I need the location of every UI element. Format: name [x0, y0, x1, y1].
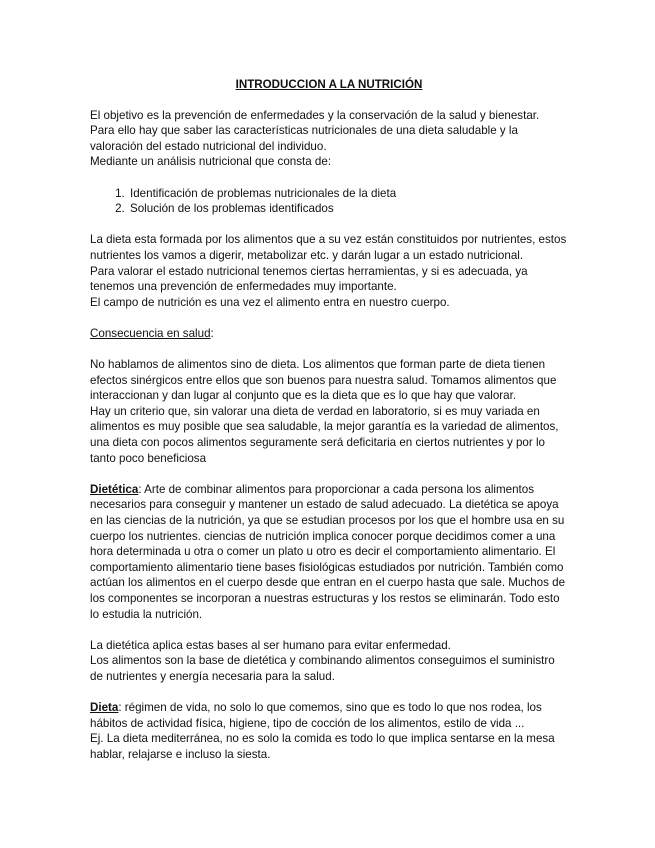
diet-term: Dieta — [90, 701, 119, 715]
list-item: 2. Solución de los problemas identificados — [128, 201, 568, 217]
consequence-heading: Consecuencia en salud — [90, 326, 211, 340]
diet-example: Ej. La dieta mediterránea, no es solo la comida es todo lo que implica sentarse en la mesa hablar, relajarse e incluso la siesta. — [90, 732, 555, 761]
analysis-steps-list — [90, 186, 568, 217]
document-title: INTRODUCCION A LA NUTRICIÓN — [235, 78, 423, 91]
dietetics-paragraph-3: Los alimentos son la base de dietética y combinando alimentos conseguimos el suministro de nutrientes y energía necesaria para la salud. — [90, 654, 555, 683]
nutritional-assessment-paragraph: Para valorar el estado nutricional tenemos ciertas herramientas, y si es adecuada, ya tenemos una prevención de enfermedades muy importante. — [90, 264, 528, 294]
intro-analysis: Mediante un análisis nutricional que consta de: — [90, 155, 332, 169]
consequence-paragraph-1: No hablamos de alimentos sino de dieta. Los alimentos que forman parte de dieta tienen efectos sinérgicos entre ellos que son buenos para nuestra salud. Tomamos alimentos que interaccionan y dan lugar al conjunto que es la dieta que es lo que hay que valorar. — [90, 358, 557, 403]
diet-text: : régimen de vida, no solo lo que comemos, sino que es todo lo que nos rodea, los hábitos de actividad física, higiene, tipo de cocción de los alimentos, estilo de vida ... — [90, 701, 542, 730]
list-item: 1. Identificación de problemas nutricionales de la dieta — [128, 186, 568, 202]
dietetics-paragraph-2: La dietética aplica estas bases al ser humano para evitar enfermedad. — [90, 638, 451, 652]
dietetics-definition — [90, 482, 568, 622]
document-page — [90, 77, 568, 763]
heading-colon: : — [210, 326, 214, 340]
intro-objective: El objetivo es la prevención de enfermedades y la conservación de la salud y bienestar. — [90, 108, 540, 122]
dietetics-text: : Arte de combinar alimentos para proporcionar a cada persona los alimentos necesarios para conseguir y mantener un estado de salud adecuado. La dietética se apoya en las ciencias de la nutrición, ya que se estudian procesos por los que el hombre usa en su cuerpo los nutrientes. ciencias de nutrición implica conocer porque decidimos comer a una hora determinada u otra o comer un plato u otro es decir el comportamiento alimentario. El comportamiento alimentario tiene bases fisiológicas estudiados por nutrición. También como actúan los alimentos en el cuerpo desde que entran en el cuerpo hasta que sale. Muchos de los componentes se incorporan a nuestras estructuras y los restos se eliminarán. Todo esto lo estudia la nutrición. — [90, 482, 566, 621]
diet-composition-paragraph: La dieta esta formada por los alimentos que a su vez están constituidos por nutrientes, estos nutrientes los vamos a digerir, metabolizar etc. y darán lugar a un estado nutricional. — [90, 233, 567, 262]
intro-characteristics: Para ello hay que saber las características nutricionales de una dieta saludable y la valoración del estado nutricional del individuo. — [90, 124, 518, 153]
dietetics-term: Dietética — [90, 482, 139, 496]
consequence-heading-line — [90, 326, 568, 342]
consequence-paragraph-2: Hay un criterio que, sin valorar una dieta de verdad en laboratorio, si es muy variada en alimentos es muy posible que sea saludable, la mejor garantía es la variedad de alimentos, una dieta con pocos alimentos seguramente será deficitaria en ciertos nutrientes y por lo tanto poco beneficiosa — [90, 404, 559, 465]
nutrition-field-paragraph: El campo de nutrición es una vez el alimento entra en nuestro cuerpo. — [90, 295, 450, 309]
diet-definition — [90, 700, 568, 731]
